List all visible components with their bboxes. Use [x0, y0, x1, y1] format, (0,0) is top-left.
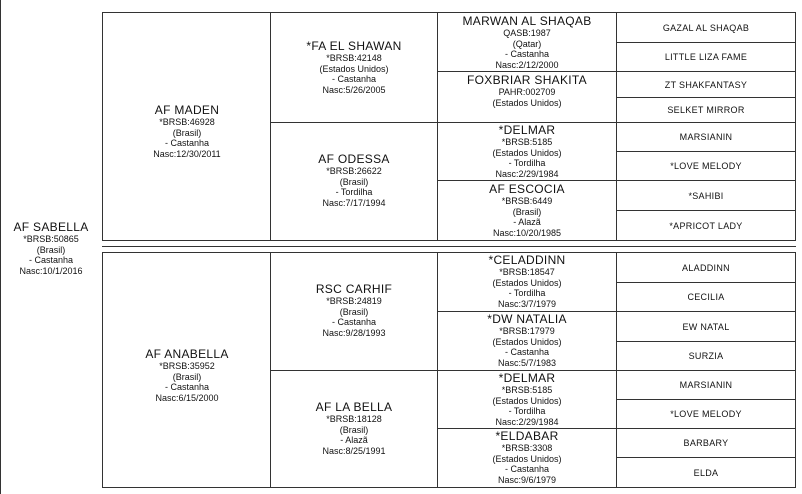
sss-country: (Qatar)	[512, 38, 542, 49]
dss-color: - Tordilha	[508, 288, 546, 298]
dds-country: (Estados Unidos)	[492, 395, 562, 406]
ss-reg: *BRSB:42148	[326, 53, 382, 63]
subject-name: AF SABELLA	[13, 220, 89, 234]
ss-country: (Estados Unidos)	[319, 63, 389, 74]
dd-color: - Alazã	[340, 435, 368, 445]
dd-reg: *BRSB:18128	[326, 414, 382, 424]
subject-horse	[0, 221, 102, 276]
dsd-born: Nasc:5/7/1983	[497, 357, 557, 368]
sss-horse	[437, 15, 617, 70]
sds-name: *DELMAR	[498, 123, 556, 137]
g4-gazal-al-shaqab: GAZAL AL SHAQAB	[616, 12, 796, 43]
sss-color: - Castanha	[504, 49, 550, 59]
sss-name: MARWAN AL SHAQAB	[462, 14, 592, 28]
ddd-horse	[437, 430, 617, 485]
sire-horse	[102, 104, 272, 159]
sd-reg: *BRSB:26622	[326, 166, 382, 176]
subject-reg: *BRSB:50865	[23, 234, 79, 244]
sdd-born: Nasc:10/20/1985	[492, 227, 562, 238]
sdd-horse	[437, 183, 617, 238]
ss-born: Nasc:5/26/2005	[322, 84, 386, 95]
sdd-reg: *BRSB:6449	[501, 196, 553, 206]
dsd-name: *DW NATALIA	[487, 312, 567, 326]
g4-marsianin-1: MARSIANIN	[616, 122, 796, 152]
ds-reg: *BRSB:24819	[326, 296, 382, 306]
g4-aladdinn: ALADDINN	[616, 252, 796, 283]
dsd-reg: *BRSB:17979	[499, 326, 555, 336]
dam-horse	[102, 348, 272, 403]
sire-name: AF MADEN	[154, 103, 220, 117]
dam-born: Nasc:6/15/2000	[155, 392, 219, 403]
dss-country: (Estados Unidos)	[492, 277, 562, 288]
sd-horse	[270, 153, 438, 208]
ddd-color: - Castanha	[504, 464, 550, 474]
dd-horse	[270, 401, 438, 456]
dam-country: (Brasil)	[172, 371, 202, 382]
sds-horse	[437, 124, 617, 179]
g4-barbary: BARBARY	[616, 428, 796, 458]
sd-color: - Tordilha	[335, 187, 373, 197]
g4-elda: ELDA	[616, 457, 796, 488]
sds-born: Nasc:2/29/1984	[495, 168, 559, 179]
ddd-country: (Estados Unidos)	[492, 453, 562, 464]
g4-selket-mirror: SELKET MIRROR	[616, 97, 796, 123]
dd-country: (Brasil)	[339, 424, 369, 435]
g4-surzia: SURZIA	[616, 341, 796, 371]
ddd-reg: *BRSB:3308	[501, 443, 553, 453]
dds-born: Nasc:2/29/1984	[495, 416, 559, 427]
dsd-country: (Estados Unidos)	[492, 336, 562, 347]
sd-country: (Brasil)	[339, 176, 369, 187]
ssd-reg: PAHR:002709	[498, 87, 556, 97]
g4-love-melody-2: *LOVE MELODY	[616, 399, 796, 429]
sds-color: - Tordilha	[508, 158, 546, 168]
ds-born: Nasc:9/28/1993	[322, 327, 386, 338]
sire-color: - Castanha	[164, 138, 210, 148]
ss-color: - Castanha	[331, 74, 377, 84]
sss-born: Nasc:2/12/2000	[495, 59, 559, 70]
ddd-name: *ELDABAR	[495, 429, 559, 443]
dds-color: - Tordilha	[508, 406, 546, 416]
dam-name: AF ANABELLA	[145, 347, 229, 361]
ssd-name: FOXBRIAR SHAKITA	[467, 73, 587, 87]
sire-country: (Brasil)	[172, 127, 202, 138]
dss-horse	[437, 254, 617, 309]
sss-reg: QASB:1987	[503, 28, 551, 38]
dss-name: *CELADDINN	[488, 253, 566, 267]
ss-name: *FA EL SHAWAN	[306, 39, 402, 53]
dsd-horse	[437, 313, 617, 368]
sdd-name: AF ESCOCIA	[489, 182, 565, 196]
dd-name: AF LA BELLA	[315, 400, 393, 414]
ss-horse	[270, 40, 438, 95]
sd-name: AF ODESSA	[318, 152, 390, 166]
subject-born: Nasc:10/1/2016	[19, 265, 83, 276]
dds-reg: *BRSB:5185	[501, 385, 553, 395]
ssd-country: (Estados Unidos)	[492, 97, 562, 108]
dss-born: Nasc:3/7/1979	[497, 298, 557, 309]
g4-marsianin-2: MARSIANIN	[616, 370, 796, 400]
dds-name: *DELMAR	[498, 371, 556, 385]
ds-color: - Castanha	[331, 317, 377, 327]
center-divider	[102, 246, 796, 247]
g4-zt-shakfantasy: ZT SHAKFANTASY	[616, 71, 796, 98]
dd-born: Nasc:8/25/1991	[322, 445, 386, 456]
ds-country: (Brasil)	[339, 306, 369, 317]
subject-color: - Castanha	[28, 255, 74, 265]
ssd-horse	[437, 74, 617, 108]
g4-ew-natal: EW NATAL	[616, 311, 796, 342]
sdd-country: (Brasil)	[512, 206, 542, 217]
ddd-born: Nasc:9/6/1979	[497, 474, 557, 485]
sdd-color: - Alazã	[513, 217, 541, 227]
sire-born: Nasc:12/30/2011	[153, 148, 221, 159]
g4-love-melody-1: *LOVE MELODY	[616, 151, 796, 181]
sds-country: (Estados Unidos)	[492, 147, 562, 158]
ds-name: RSC CARHIF	[315, 282, 393, 296]
sds-reg: *BRSB:5185	[501, 137, 553, 147]
dds-horse	[437, 372, 617, 427]
g4-little-liza-fame: LITTLE LIZA FAME	[616, 42, 796, 72]
subject-country: (Brasil)	[36, 244, 66, 255]
dss-reg: *BRSB:18547	[499, 267, 555, 277]
ds-horse	[270, 283, 438, 338]
dam-color: - Castanha	[164, 382, 210, 392]
sd-born: Nasc:7/17/1994	[322, 197, 386, 208]
g4-apricot-lady: *APRICOT LADY	[616, 210, 796, 241]
g4-cecilia: CECILIA	[616, 282, 796, 312]
sire-reg: *BRSB:46928	[159, 117, 215, 127]
g4-sahibi: *SAHIBI	[616, 180, 796, 211]
dsd-color: - Castanha	[504, 347, 550, 357]
dam-reg: *BRSB:35952	[159, 361, 215, 371]
